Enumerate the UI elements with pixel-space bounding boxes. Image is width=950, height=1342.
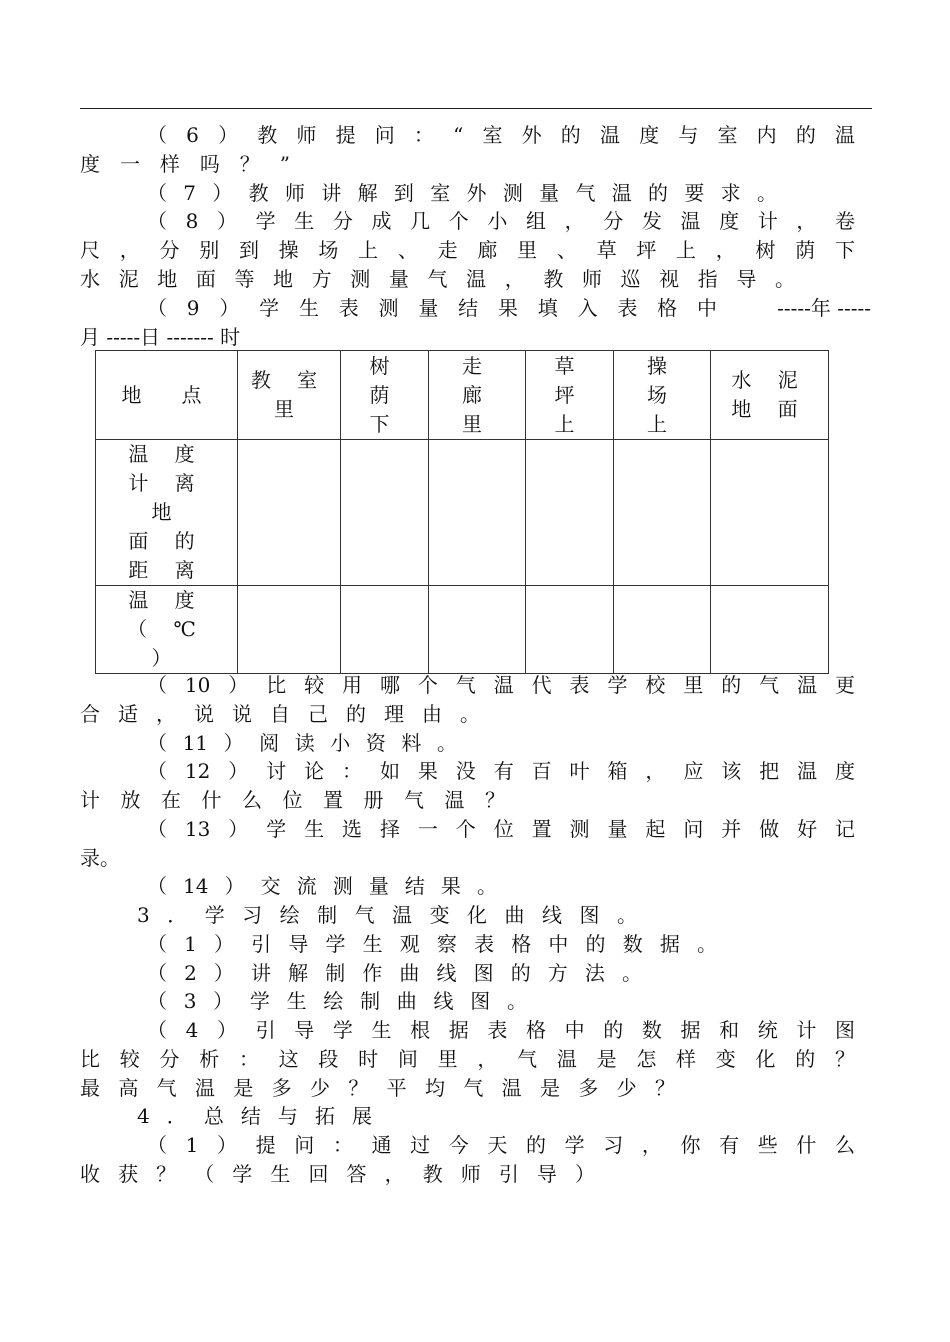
text-line <box>147 959 642 988</box>
date-year-fill: -----年 ----- <box>777 296 871 320</box>
text-line <box>80 1160 595 1189</box>
header-cell-corridor: 走 廊 里 <box>429 351 526 440</box>
text-line-content: （9）学生表测量结果填入表格中 <box>147 296 717 320</box>
text-line-content: 合适，说说自己的理由。 <box>80 702 480 726</box>
table-cell <box>614 440 711 586</box>
text-line <box>147 179 777 208</box>
text-line: （8）学生分成几个小组，分发温度计，卷 <box>147 209 855 233</box>
text-line <box>137 901 637 930</box>
table-row <box>96 440 829 586</box>
header-cell-location: 地 点 <box>96 351 238 440</box>
header-cell-tree-shade: 树 荫 下 <box>341 351 429 440</box>
text-line <box>80 786 505 815</box>
text-line-content: 度一样吗？” <box>80 152 290 176</box>
text-line-content: 4．总结与拓展 <box>137 1104 372 1128</box>
text-line <box>80 265 795 294</box>
text-line: （1）提问：通过今天的学习，你有些什么 <box>147 1133 855 1157</box>
text-line <box>80 150 290 179</box>
text-line-content: 3．学习绘制气温变化曲线图。 <box>137 903 637 927</box>
table-header-row <box>96 351 829 440</box>
text-line-content: （3）学生绘制曲线图。 <box>147 989 527 1013</box>
text-line-content: 收获？（学生回答，教师引导） <box>80 1162 595 1186</box>
table-cell <box>526 586 614 674</box>
text-line <box>80 700 480 729</box>
text-line-content: （11）阅读小资料。 <box>147 731 457 755</box>
table-cell <box>614 586 711 674</box>
text-line: （12）讨论：如果没有百叶箱，应该把温度 <box>147 759 855 783</box>
text-line-content: 水泥地面等地方测量气温，教师巡视指导。 <box>80 267 795 291</box>
text-line-content: （1）引导学生观察表格中的数据。 <box>147 932 717 956</box>
measurement-table <box>95 350 829 674</box>
date-line: 月 -----日 ------- 时 <box>80 325 241 349</box>
text-line <box>147 872 497 901</box>
table-cell <box>711 440 829 586</box>
text-line-content: 最高气温是多少？平均气温是多少？ <box>80 1076 675 1100</box>
row-label-thermometer-height: 温 度 计 离 地 面 的 距 离 <box>96 440 238 586</box>
text-line <box>147 987 527 1016</box>
row-label-temperature: 温 度 （ ℃ ） <box>96 586 238 674</box>
text-line: （6）教师提问：“室外的温度与室内的温 <box>147 123 855 147</box>
header-rule <box>80 108 872 109</box>
text-line: （4）引导学生根据表格中的数据和统计图 <box>147 1018 855 1042</box>
table-cell <box>341 440 429 586</box>
header-cell-classroom: 教 室 里 <box>238 351 341 440</box>
text-line-content: 计放在什么位置册气温？ <box>80 788 505 812</box>
header-cell-playground: 操 场 上 <box>614 351 711 440</box>
table-cell <box>238 586 341 674</box>
table-cell <box>429 440 526 586</box>
table-row <box>96 586 829 674</box>
table-cell <box>711 586 829 674</box>
text-line: 比较分析：这段时间里，气温是怎样变化的？ <box>80 1047 855 1071</box>
text-line-content: （7）教师讲解到室外测量气温的要求。 <box>147 181 777 205</box>
text-line <box>147 729 457 758</box>
table-cell <box>429 586 526 674</box>
table-cell <box>526 440 614 586</box>
text-line: （10）比较用哪个气温代表学校里的气温更 <box>147 673 855 697</box>
table-cell <box>238 440 341 586</box>
text-line-content: （2）讲解制作曲线图的方法。 <box>147 961 642 985</box>
text-line <box>147 930 717 959</box>
text-line-content: （14）交流测量结果。 <box>147 874 497 898</box>
text-line <box>137 1102 372 1131</box>
text-line <box>147 294 717 323</box>
header-cell-cement-ground: 水 泥 地 面 <box>711 351 829 440</box>
text-line: 录。 <box>80 846 120 870</box>
text-line: 尺，分别到操场上、走廊里、草坪上，树荫下 <box>80 238 855 262</box>
text-line <box>80 1074 675 1103</box>
header-cell-lawn: 草 坪 上 <box>526 351 614 440</box>
text-line: （13）学生选择一个位置测量起问并做好记 <box>147 817 855 841</box>
table-cell <box>341 586 429 674</box>
